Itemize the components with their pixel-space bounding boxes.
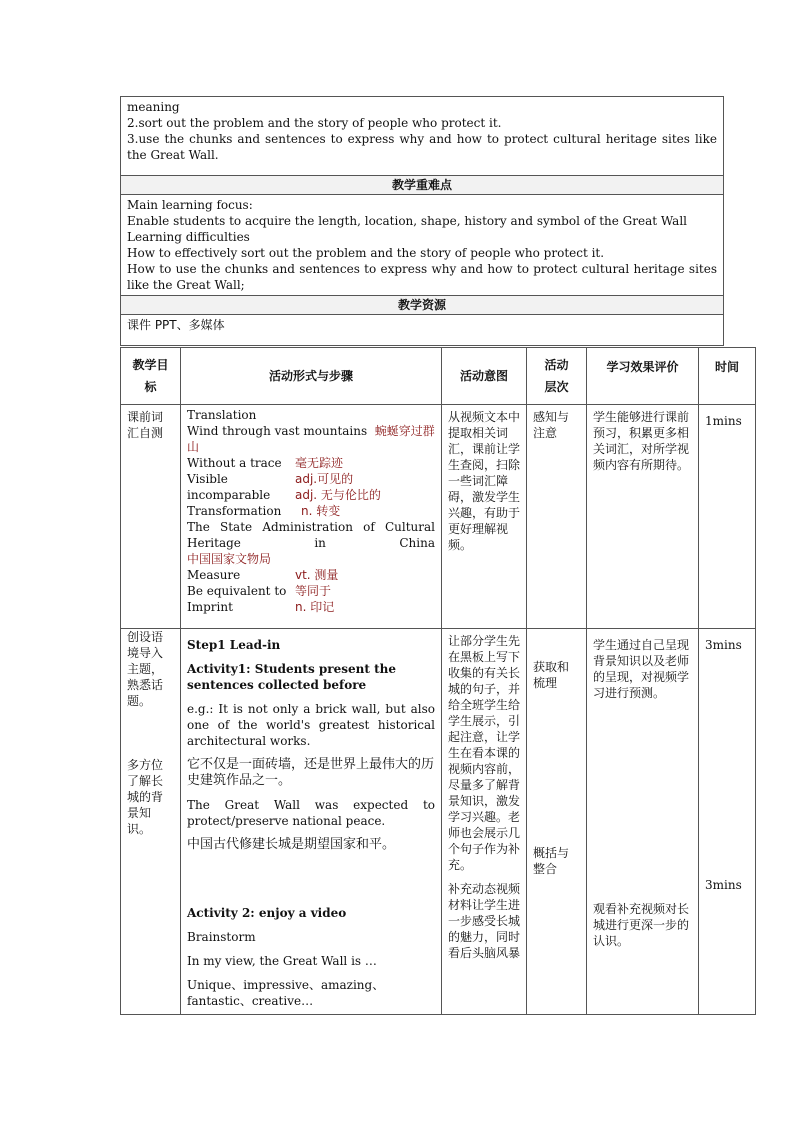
row1-level: 感知与注意 <box>527 405 587 629</box>
focus-line: Enable students to acquire the length, location, shape, history and symbol of the Great Wall <box>127 214 687 228</box>
row1-intent: 从视频文本中提取相关词汇，课前让学生查阅，扫除一些词汇障碍，激发学生兴趣，有助于更好理解视频。 <box>442 405 527 629</box>
header-time: 时间 <box>699 348 756 405</box>
row2-intent <box>442 629 527 1015</box>
focus-header: 教学重难点 <box>121 176 724 195</box>
activity1-title: Activity1: Students present the sentences collected before <box>187 662 396 692</box>
objective-line: 2.sort out the problem and the story of people who protect it. <box>127 116 502 130</box>
row2-objective-b: 多方位了解长城的背景知识。 <box>127 758 164 836</box>
vocab-item: Be equivalent to 等同于 <box>187 584 332 598</box>
row1-time: 1mins <box>699 405 756 629</box>
row2-intent-a: 让部分学生先在黑板上写下收集的有关长城的句子，并给全班学生给学生展示，引起注意，让学生在看本课的视频内容前，尽量多了解背景知识，激发学习兴趣。老师也会展示几个句子作为补充。 <box>448 634 521 872</box>
row1-objective: 课前词汇自测 <box>121 405 181 629</box>
objectives-cell <box>121 97 724 176</box>
row2-steps <box>181 629 442 1015</box>
focus-line: Main learning focus: <box>127 198 253 212</box>
focus-cell <box>121 195 724 296</box>
adjectives-list: Unique、impressive、amazing、fantastic、creative… <box>187 978 385 1008</box>
sentence2-zh: 中国古代修建长城是期望国家和平。 <box>187 837 396 852</box>
vocab-item: 中国国家文物局 <box>187 552 272 566</box>
row1-evaluation: 学生能够进行课前预习，积累更多相关词汇，对所学视频内容有所期待。 <box>587 405 699 629</box>
sentence2-en: The Great Wall was expected to protect/preserve national peace. <box>187 798 435 828</box>
row2-time-b: 3mins <box>705 878 742 892</box>
row2-level-b: 概括与整合 <box>533 846 570 876</box>
row2-level-a: 获取和梳理 <box>533 660 570 690</box>
header-evaluation: 学习效果评价 <box>587 348 699 405</box>
vocab-item: incomparable adj. 无与伦比的 <box>187 488 381 502</box>
row2-evaluation-b: 观看补充视频对长城进行更深一步的认识。 <box>593 902 690 948</box>
row2-level <box>527 629 587 1015</box>
row2-objective-a: 创设语境导入主题，熟悉话题。 <box>127 630 164 708</box>
example-en: e.g.: It is not only a brick wall, but also one of the world's greatest historical architectural works. <box>187 702 435 748</box>
objective-line: meaning <box>127 100 180 114</box>
row2-intent-b: 补充动态视频材料让学生进一步感受长城的魅力，同时看后头脑风暴 <box>448 882 521 960</box>
header-level <box>527 348 587 405</box>
header-intent: 活动意图 <box>442 348 527 405</box>
row2-evaluation-a: 学生通过自己呈现背景知识以及老师的呈现，对视频学习进行预测。 <box>593 638 690 700</box>
vocab-item: Without a trace 毫无踪迹 <box>187 456 344 470</box>
row2-objective <box>121 629 181 1015</box>
objective-line: 3.use the chunks and sentences to express why and how to protect cultural heritage sites like the Great Wall. <box>127 132 717 162</box>
header-level-line2: 层次 <box>544 380 569 394</box>
focus-line: How to effectively sort out the problem and the story of people who protect it. <box>127 246 605 260</box>
row1-vocab-list <box>181 405 442 629</box>
example-zh: 它不仅是一面砖墙，还是世界上最伟大的历史建筑作品之一。 <box>187 757 435 788</box>
brainstorm-label: Brainstorm <box>187 930 256 944</box>
row2-evaluation <box>587 629 699 1015</box>
focus-line: Learning difficulties <box>127 230 250 244</box>
upper-plan-table <box>120 96 724 346</box>
header-steps: 活动形式与步骤 <box>181 348 442 405</box>
vocab-item: Transformation n. 转变 <box>187 504 341 518</box>
row2-time <box>699 629 756 1015</box>
vocab-item: Visible adj.可见的 <box>187 472 354 486</box>
in-my-view: In my view, the Great Wall is … <box>187 954 377 968</box>
vocab-item: Wind through vast mountains 蜿蜒穿过群山 <box>187 424 435 454</box>
resources-header: 教学资源 <box>121 296 724 315</box>
activity-table <box>120 347 756 1015</box>
vocab-item: The State Administration of Cultural Heritage in China <box>187 520 435 550</box>
vocab-item: Translation <box>187 408 257 422</box>
focus-line: How to use the chunks and sentences to express why and how to protect cultural heritage sites like the Great Wall; <box>127 262 717 292</box>
vocab-item: Imprint n. 印记 <box>187 600 335 614</box>
vocab-item: Measure vt. 测量 <box>187 568 339 582</box>
row2-time-a: 3mins <box>705 638 742 652</box>
header-level-line1: 活动 <box>544 358 569 372</box>
activity2-title: Activity 2: enjoy a video <box>187 906 347 920</box>
resources-cell: 课件 PPT、多媒体 <box>121 315 724 346</box>
step1-title: Step1 Lead-in <box>187 638 281 652</box>
header-objective: 教学目标 <box>121 348 181 405</box>
